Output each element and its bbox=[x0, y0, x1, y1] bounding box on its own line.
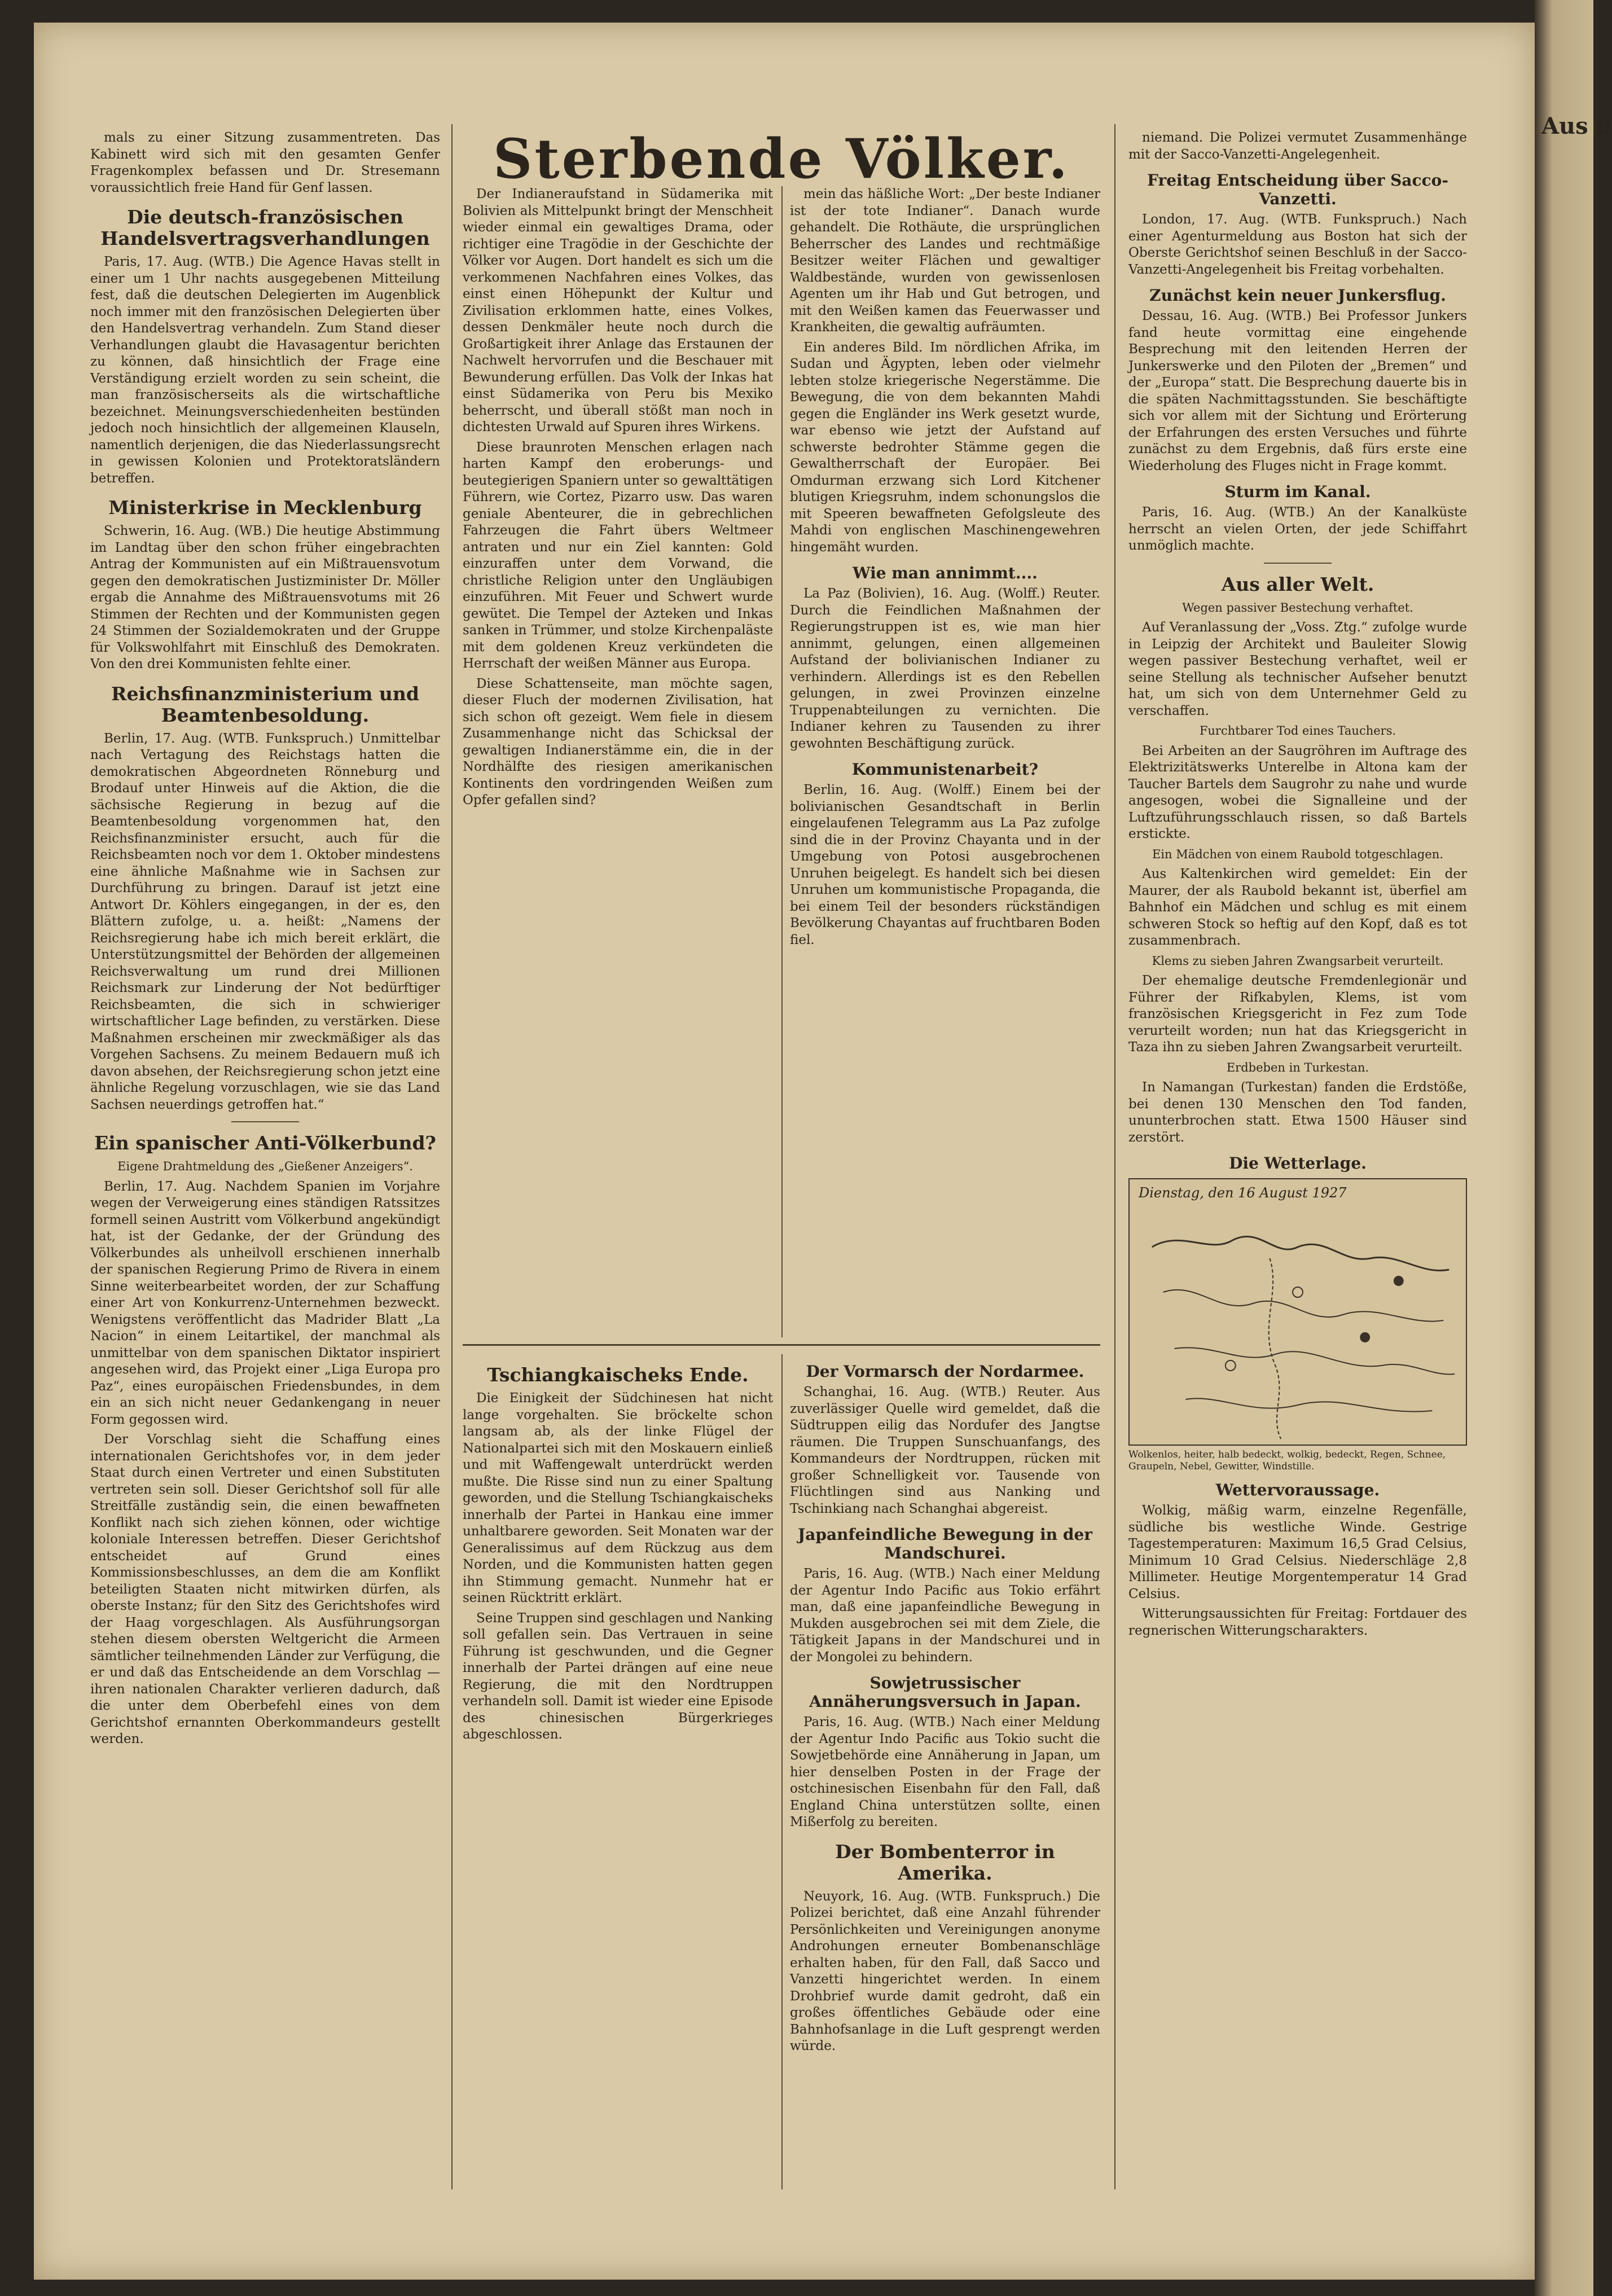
divider bbox=[231, 1121, 299, 1122]
lead-text: mals zu einer Sitzung zusammentreten. Das Kabinett wird sich mit den gesamten Genfer Fragenkomplex befassen und Dr. Stresemann voraussichtlich freie Hand für Genf lassen. bbox=[90, 130, 440, 195]
article-body: Schanghai, 16. Aug. (WTB.) Reuter. Aus zuverlässiger Quelle wird gemeldet, daß die Südtruppen eilig das Nordufer des Jangtse räumen. Die Truppen Sunschuanfangs, des Kommandeurs der Nordtruppen, rücken mit großer Schnelligkeit vor. Tausende von Flüchtlingen sind aus Nanking und Tschinkiang nach Schanghai abgereist. bbox=[790, 1385, 1100, 1516]
article-subtitle: Klems zu sieben Jahren Zwangsarbeit verurteilt. bbox=[1152, 954, 1444, 968]
article-body: Paris, 16. Aug. (WTB.) Nach einer Meldung der Agentur Indo Pacific aus Tokio sucht die Sowjetbehörde eine Annäherung in Japan, um hier denselben Posten in der Frage der ostchinesischen Eisenbahn für den Fall, daß England China unterstützen sollte, einen Mißerfolg zu bereiten. bbox=[790, 1715, 1100, 1829]
article-subtitle: Eigene Drahtmeldung des „Gießener Anzeigers“. bbox=[117, 1160, 413, 1173]
article-title: Reichsfinanzministerium und Beamtenbesoldung. bbox=[111, 682, 419, 726]
weather-map bbox=[1128, 1178, 1467, 1446]
column-rule bbox=[781, 1354, 783, 2189]
article-title: Freitag Entscheidung über Sacco-Vanzetti. bbox=[1147, 171, 1448, 208]
article-body: Diese braunroten Menschen erlagen nach harten Kampf den eroberungs- und beutegierigen Spaniern unter so gewalttätigen Führern, wie Cortez, Pizarro usw. Das waren geniale Abenteurer, die in gebrechlichen Fahrzeugen die Fahrt übers Weltmeer antraten und nur ein Ziel kannten: Gold einzuraffen unter dem Vorwand, die christliche Religion unter den Ungläubigen einzuführen. Mit Feuer und Schwert wurde gewütet. Die Tempel der Azteken und Inkas sanken in Trümmer, und stolze Kirchenpaläste mit dem goldenen Kreuz verkündeten die Herrschaft der weißen Männer aus Europa. bbox=[463, 440, 773, 671]
forecast-body: Wolkig, mäßig warm, einzelne Regenfälle, südliche bis westliche Winde. Gestrige Tagestemperaturen: Maximum 16,5 Grad Celsius, Minimum 10 Grad Celsius. Niederschläge 2,8 Millimeter. Heutige Morgentemperatur 14 Grad Celsius. bbox=[1128, 1503, 1467, 1601]
article-title: Sturm im Kanal. bbox=[1224, 482, 1371, 501]
masthead: Sterbende Völker. bbox=[493, 127, 1070, 191]
article-body: Berlin, 17. Aug. Nachdem Spanien im Vorjahre wegen der Verweigerung eines ständigen Ratssitzes formell seinen Austritt vom Völkerbund angekündigt hat, ist der Gedanke, der der Gründung des Völkerbundes als unheilvoll erschienen innerhalb der spanischen Regierung Primo de Rivera in einem Sinne weiterbearbeitet worden, der zur Schaffung einer Art von Konkurrenz-Unternehmen bezweckt. Wenigstens veröffentlicht das Madrider Blatt „La Nacion“ in einem Leitartikel, der manchmal als unmittelbar von dem spanischen Diktator inspiriert angesehen wird, das Projekt einer „Liga Europa pro Paz“, eines europäischen Friedensbundes, in dem ein an sich nicht neuer Gedankengang in neuer Form gegossen wird. bbox=[90, 1179, 440, 1427]
article-subtitle: Ein Mädchen von einem Raubold totgeschlagen. bbox=[1152, 847, 1444, 861]
article-body: Ein anderes Bild. Im nördlichen Afrika, im Sudan und Ägypten, leben oder vielmehr lebten stolze kriegerische Negerstämme. Die Bewegung, die von dem bekannten Mahdi gegen die Engländer ins Werk gesetzt wurde, war ebenso wie jetzt der Aufstand auf schwerste bedrohter Stämme gegen die Gewaltherrschaft der Europäer. Bei Omdurman erzwang sich Lord Kitchener blutigen Kriegsruhm, indem schonungslos die mit Speeren bewaffneten Gefolgsleute des Mahdi von englischen Maschinengewehren hingemäht wurden. bbox=[790, 340, 1100, 555]
weather-map-legend: Wolkenlos, heiter, halb bedeckt, wolkig, bedeckt, Regen, Schnee, Graupeln, Nebel, Gewitter, Windstille. bbox=[1128, 1449, 1446, 1472]
weather-map-outline bbox=[1130, 1179, 1466, 1445]
article-body: Der Indianeraufstand in Südamerika mit Bolivien als Mittelpunkt bringt der Menschheit wieder einmal ein gewaltiges Drama, oder richtiger eine Tragödie in der Geschichte der Völker vor Augen. Dort handelt es sich um die verkommenen Nachfahren eines Volkes, das einst einen Höhepunkt der Kultur und Zivilisation erklommen hatte, eines Volkes, dessen Denkmäler heute noch durch die Großartigkeit ihrer Anlage das Erstaunen der Nachwelt hervorrufen und die Beschauer mit Bewunderung erfüllen. Das Volk der Inkas hat einst Südamerika von Peru bis Mexiko beherrscht, und überall stößt man noch in dichtesten Urwald auf Spuren ihres Wirkens. bbox=[463, 187, 773, 434]
article-body: London, 17. Aug. (WTB. Funkspruch.) Nach einer Agenturmeldung aus Boston hat sich der Oberste Gerichtshof seinen Beschluß in der Sacco-Vanzetti-Angelegenheit bis Freitag vorbehalten. bbox=[1128, 212, 1467, 277]
column-2-top bbox=[463, 186, 773, 1337]
weather-title: Die Wetterlage. bbox=[1229, 1154, 1367, 1173]
article-subtitle: Furchtbarer Tod eines Tauchers. bbox=[1199, 724, 1396, 737]
column-3-bottom bbox=[790, 1354, 1100, 2189]
article-title: Kommunistenarbeit? bbox=[851, 760, 1039, 779]
article-body: Seine Truppen sind geschlagen und Nanking soll gefallen sein. Das Vertrauen in seine Führung ist geschwunden, und die Gegner innerhalb der Partei drängen auf eine neue Regierung, die mit den Nordtruppen verhandeln soll. Damit ist wieder eine Episode des chinesischen Bürgerkrieges abgeschlossen. bbox=[463, 1610, 773, 1742]
article-title: Tschiangkaischeks Ende. bbox=[487, 1364, 749, 1386]
column-3-top bbox=[790, 186, 1100, 1337]
article-body: Paris, 16. Aug. (WTB.) Nach einer Meldung der Agentur Indo Pacific aus Tokio erfährt man, daß eine japanfeindliche Bewegung in Mukden ausgebrochen sei mit dem Ziele, die Tätigkeit Japans in der Mandschurei und in der Mongolei zu behindern. bbox=[790, 1566, 1100, 1665]
article-body: Der Vorschlag sieht die Schaffung eines internationalen Gerichtshofes vor, in dem jeder Staat durch einen Vertreter und einen Substituten vertreten sein soll. Dieser Gerichtshof soll für alle Streitfälle zuständig sein, die einen bewaffneten Konflikt nach sich ziehen können, oder wichtige koloniale Interessen betreffen. Dieser Gerichtshof entscheidet auf Grund eines Kommissionsbeschlusses, an dem die am Konflikt beteiligten Staaten nicht mitwirken dürfen, als oberste Instanz; für den Sitz des Gerichtshofes wird der Haag vorgeschlagen. Als Ausführungsorgan stehen diesem obersten Weltgericht die Armeen sämtlicher teilnehmenden Länder zur Verfügung, die er und daß das Entscheidende an dem Vorschlag — ihren nationalen Charakter verlieren dadurch, daß die unter dem Oberbefehl eines von dem Gerichtshof ernannten Oberkommandeurs gestellt werden. bbox=[90, 1432, 440, 1746]
column-1 bbox=[90, 130, 440, 2189]
article-body: Bei Arbeiten an der Saugröhren im Auftrage des Elektrizitätswerks Unterelbe in Altona kam der Taucher Bartels dem Saugrohr zu nahe und wurde angesogen, wobei die Signalleine und der Luftzuführungsschlauch rissen, so daß Bartels erstickte. bbox=[1128, 743, 1467, 841]
next-page-edge-text: Aus d bbox=[1541, 113, 1612, 139]
article-body: Dessau, 16. Aug. (WTB.) Bei Professor Junkers fand heute vormittag eine eingehende Besprechung mit den leitenden Herren der Junkerswerke und den Piloten der „Bremen“ und der „Europa“ statt. Die Besprechung dauerte bis in die späten Nachmittagsstunden. Sie beschäftigte sich vor allem mit der Sichtung und Erörterung der Erfahrungen des ersten Versuches und führte zunächst zu dem Ergebnis, daß fürs erste eine Wiederholung des Fluges nicht in Frage kommt. bbox=[1128, 309, 1467, 473]
article-body: La Paz (Bolivien), 16. Aug. (Wolff.) Reuter. Durch die Feindlichen Maßnahmen der Regierungstruppen ist es, wie man hier annimmt, gelungen, einen allgemeinen Aufstand der bolivianischen Indianer zu verhindern. Allerdings ist es den Rebellen gelungen, in zwei Provinzen einzelne Truppenabteilungen zu vernichten. Die Indianer kehren zu Tausenden zu ihrer gewohnten Beschäftigung zurück. bbox=[790, 586, 1100, 751]
article-subtitle: Erdbeben in Turkestan. bbox=[1226, 1060, 1369, 1074]
column-rule bbox=[1114, 124, 1115, 2189]
article-title: Sowjetrussischer Annäherungsversuch in Japan. bbox=[809, 1674, 1081, 1711]
article-body: Paris, 16. Aug. (WTB.) An der Kanalküste herrscht an vielen Orten, der jede Schiffahrt unmöglich machte. bbox=[1128, 505, 1467, 553]
article-title: Ministerkrise in Mecklenburg bbox=[108, 497, 422, 519]
article-body: Paris, 17. Aug. (WTB.) Die Agence Havas stellt in einer um 1 Uhr nachts ausgegebenen Mitteilung fest, daß die deutschen Delegierten im Augenblick noch immer mit den französischen Delegierten über den Handelsvertrag verhandeln. Zum Stand dieser Verhandlungen glaubt die Havasagentur berichten zu können, daß hinsichtlich der Frage eine Verständigung erzielt worden zu sein scheint, die man französischerseits als die wirtschaftliche bezeichnet. Meinungsverschiedenheiten bestünden jedoch noch hinsichtlich der allgemeinen Klauseln, namentlich derjenigen, die das Niederlassungsrecht in gewissen Kolonien und Protektoratsländern betreffen. bbox=[90, 254, 440, 486]
article-body: Auf Veranlassung der „Voss. Ztg.“ zufolge wurde in Leipzig der Architekt und Bauleiter Slowig wegen passiver Bestechung verhaftet, weil er seine Stellung als technischer Aufseher benutzt hat, um sich von dem Unternehmer Geld zu verschaffen. bbox=[1128, 620, 1467, 718]
weather-map-title: Dienstag, den 16 August 1927 bbox=[1139, 1185, 1347, 1201]
article-title: Japanfeindliche Bewegung in der Mandschurei. bbox=[797, 1525, 1093, 1562]
article-body: Schwerin, 16. Aug. (WB.) Die heutige Abstimmung im Landtag über den schon früher eingebrachten Antrag der Kommunisten auf ein Mißtrauensvotum gegen den demokratischen Justizminister Dr. Möller ergab die Annahme des Mißtrauensvotums mit 26 Stimmen der Rechten und der Kommunisten gegen 24 Stimmen der Sozialdemokraten und der Gruppe für Volkswohlfahrt mit Einschluß des Demokraten. Von den drei Kommunisten fehlte einer. bbox=[90, 524, 440, 671]
article-body: Aus Kaltenkirchen wird gemeldet: Ein der Maurer, der als Raubold bekannt ist, überfiel am Bahnhof ein Mädchen und schlug es mit einem schweren Stock so heftig auf den Kopf, daß es tot zusammenbrach. bbox=[1128, 867, 1467, 948]
article-title: Zunächst kein neuer Junkersflug. bbox=[1149, 286, 1446, 305]
divider bbox=[1264, 563, 1332, 564]
column-2-bottom bbox=[463, 1354, 773, 2189]
lead-text: niemand. Die Polizei vermutet Zusammenhänge mit der Sacco-Vanzetti-Angelegenheit. bbox=[1128, 130, 1467, 162]
article-title: Der Vormarsch der Nordarmee. bbox=[806, 1362, 1084, 1381]
article-title: Aus aller Welt. bbox=[1221, 573, 1374, 595]
article-title: Wie man annimmt.... bbox=[853, 564, 1038, 582]
article-body: Berlin, 17. Aug. (WTB. Funkspruch.) Unmittelbar nach Vertagung des Reichstags hatten die demokratischen Abgeordneten Rönneburg und Brodauf unter Hinweis auf die Aktion, die die sächsische Regierung in bezug auf die Beamtenbesoldung vorgenommen hat, den Reichsfinanzminister ersucht, auch für die Reichsbeamten noch vor dem 1. Oktober mindestens eine ähnliche Maßnahme wie in Sachsen zur Durchführung zu bringen. Darauf ist jetzt eine Antwort Dr. Köhlers eingegangen, in der es, den Blättern zufolge, u. a. heißt: „Namens der Reichsregierung habe ich mich bereit erklärt, die Unterstützungsmittel der Behörden der allgemeinen Reichsverwaltung um rund drei Millionen Reichsmark zur Linderung der Not bedürftiger Reichsbeamten, die sich in schwieriger wirtschaftlicher Lage befinden, zu verstärken. Diese Maßnahmen erscheinen mir zweckmäßiger als das Vorgehen Sachsens. Zu meinem Bedauern muß ich davon absehen, der Reichsregierung schon jetzt eine ähnliche Regelung vorzuschlagen, wie sie das Land Sachsen neuerdings getroffen hat.“ bbox=[90, 731, 441, 1112]
article-body: Berlin, 16. Aug. (Wolff.) Einem bei der bolivianischen Gesandtschaft in Berlin eingelaufenen Telegramm aus La Paz zufolge sind die in der Provinz Chayanta und in der Umgebung von Potosi ausgebrochenen Unruhen beigelegt. Es handelt sich bei diesen Unruhen um kommunistische Propaganda, die bei einem Teil der besonders rückständigen Bevölkerung Chayantas auf fruchtbaren Boden fiel. bbox=[790, 783, 1100, 947]
article-body: mein das häßliche Wort: „Der beste Indianer ist der tote Indianer“. Danach wurde gehandelt. Die Rothäute, die ursprünglichen Beherrscher des Landes und rechtmäßige Besitzer weiter Flächen und gewaltiger Waldbestände, wurden von gewissenlosen Agenten um ihr Hab und Gut betrogen, und mit den Weißen kamen das Feuerwasser und Krankheiten, die gewaltig aufräumten. bbox=[790, 187, 1100, 335]
article-title: Die deutsch-französischen Handelsvertragsverhandlungen bbox=[100, 206, 430, 249]
article-body: Neuyork, 16. Aug. (WTB. Funkspruch.) Die Polizei berichtet, daß eine Anzahl führender Persönlichkeiten und Vereinigungen anonyme Androhungen erneuter Bombenanschläge erhalten haben, für den Fall, daß Sacco und Vanzetti hingerichtet werden. In einem Drohbrief wurde damit gedroht, daß ein großes öffentliches Gebäude oder eine Bahnhofsanlage in die Luft gesprengt werden würde. bbox=[790, 1889, 1100, 2053]
article-subtitle: Wegen passiver Bestechung verhaftet. bbox=[1182, 600, 1413, 614]
binding-edge bbox=[1535, 0, 1612, 2296]
article-body: Der ehemalige deutsche Fremdenlegionär und Führer der Rifkabylen, Klems, ist vom französischen Kriegsgericht in Fez zum Tode verurteilt worden; nun hat das Kriegsgericht in Taza ihn zu sieben Jahren Zwangsarbeit verurteilt. bbox=[1128, 973, 1467, 1055]
article-title: Ein spanischer Anti-Völkerbund? bbox=[94, 1132, 436, 1154]
article-body: In Namangan (Turkestan) fanden die Erdstöße, bei denen 130 Menschen den Tod fanden, ununterbrochen statt. Etwa 1500 Häuser sind zerstört. bbox=[1128, 1080, 1467, 1145]
column-4 bbox=[1128, 130, 1467, 2189]
column-rule bbox=[781, 186, 783, 1337]
section-rule bbox=[463, 1344, 1100, 1346]
article-title: Der Bombenterror in Amerika. bbox=[835, 1840, 1055, 1884]
forecast-body: Witterungsaussichten für Freitag: Fortdauer des regnerischen Witterungscharakters. bbox=[1128, 1606, 1467, 1638]
article-body: Die Einigkeit der Südchinesen hat nicht lange vorgehalten. Sie bröckelte schon langsam ab, als der linke Flügel der Nationalpartei sich mit den Moskauern einließ und mit Waffengewalt unterdrückt werden mußte. Die Risse sind nun zu einer Spaltung geworden, und die Stellung Tschiangkaischeks innerhalb der Partei in Hankau eine immer unhaltbarere geworden. Seit Monaten war der Generalissimus auf dem Rückzug aus dem Norden, und die Kommunisten hatten gegen ihn Stimmung gemacht. Nunmehr hat er seinen Rücktritt erklärt. bbox=[463, 1391, 773, 1605]
forecast-title: Wettervoraussage. bbox=[1215, 1481, 1380, 1499]
article-body: Diese Schattenseite, man möchte sagen, dieser Fluch der modernen Zivilisation, hat sich schon oft gezeigt. Wem fiele in diesem Zusammenhange nicht das Schicksal der gewaltigen Indianerstämme ein, die in der Nordhälfte des riesigen amerikanischen Kontinents den vordringenden Weißen zum Opfer gefallen sind? bbox=[463, 676, 773, 807]
column-rule bbox=[451, 124, 453, 2189]
